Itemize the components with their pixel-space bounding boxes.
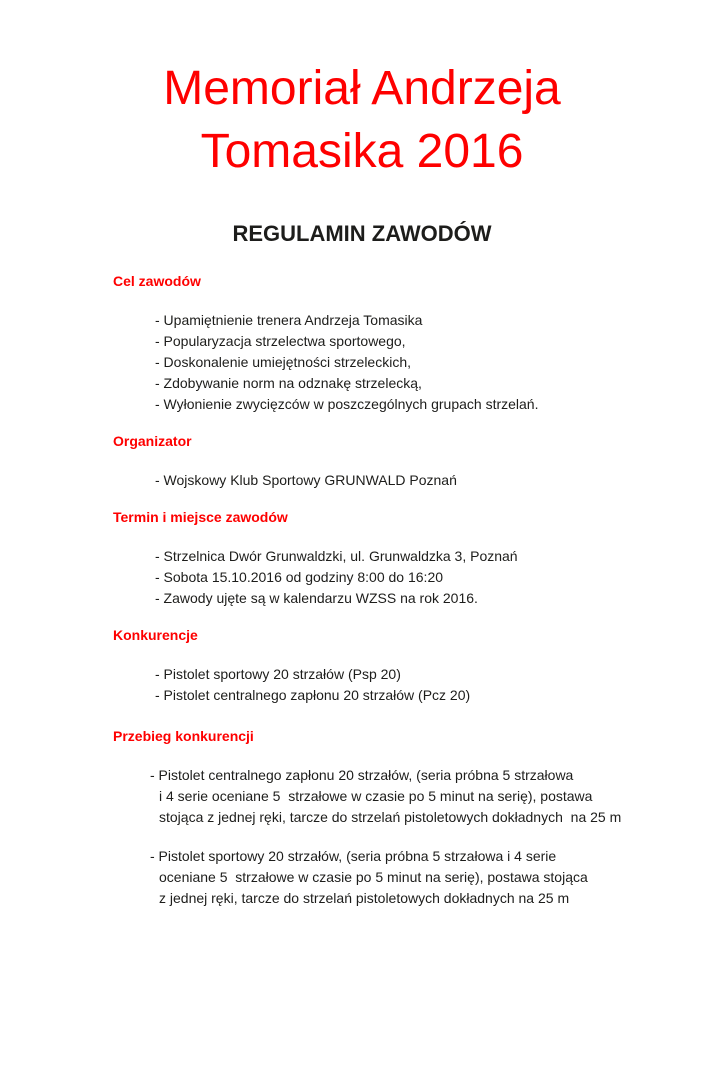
list-item: - Pistolet sportowy 20 strzałów (Psp 20)	[155, 666, 401, 682]
paragraph-line: i 4 serie oceniane 5 strzałowe w czasie po 5 minut na serię), postawa	[159, 788, 593, 804]
paragraph-line: oceniane 5 strzałowe w czasie po 5 minut na serię), postawa stojąca	[159, 869, 588, 885]
document-title	[0, 57, 724, 183]
section-paragraphs-przebieg	[150, 765, 664, 909]
section-heading-termin-i-miejsce: Termin i miejsce zawodów	[113, 509, 288, 525]
paragraph-line: stojąca z jednej ręki, tarcze do strzelań pistoletowych dokładnych na 25 m	[159, 809, 622, 825]
section-organizator	[113, 431, 664, 491]
section-termin-i-miejsce	[113, 507, 664, 609]
section-list-konkurencje	[155, 664, 664, 706]
section-heading-organizator: Organizator	[113, 433, 192, 449]
paragraph-pistolet-sportowy	[150, 846, 664, 909]
paragraph-line: - Pistolet centralnego zapłonu 20 strzałów, (seria próbna 5 strzałowa	[150, 767, 574, 783]
document-subtitle: REGULAMIN ZAWODÓW	[232, 221, 492, 246]
section-list-termin-i-miejsce	[155, 546, 664, 609]
section-heading-cel-zawodow: Cel zawodów	[113, 273, 201, 289]
list-item: - Strzelnica Dwór Grunwaldzki, ul. Grunwaldzka 3, Poznań	[155, 548, 518, 564]
document-title-line2: Tomasika 2016	[200, 125, 524, 178]
document-page	[0, 57, 724, 1081]
list-item: - Wojskowy Klub Sportowy GRUNWALD Poznań	[155, 472, 457, 488]
list-item: - Pistolet centralnego zapłonu 20 strzałów (Pcz 20)	[155, 687, 471, 703]
section-heading-konkurencje: Konkurencje	[113, 627, 198, 643]
section-list-cel-zawodow	[155, 310, 664, 415]
list-item: - Zawody ujęte są w kalendarzu WZSS na rok 2016.	[155, 590, 478, 606]
list-item: - Zdobywanie norm na odznakę strzelecką,	[155, 375, 422, 391]
paragraph-pistolet-centralnego	[150, 765, 664, 828]
paragraph-line: z jednej ręki, tarcze do strzelań pistoletowych dokładnych na 25 m	[159, 890, 570, 906]
document-body	[113, 271, 664, 909]
paragraph-line: - Pistolet sportowy 20 strzałów, (seria próbna 5 strzałowa i 4 serie	[150, 848, 557, 864]
list-item: - Wyłonienie zwycięzców w poszczególnych grupach strzelań.	[155, 396, 539, 412]
section-list-organizator	[155, 470, 664, 491]
list-item: - Popularyzacja strzelectwa sportowego,	[155, 333, 406, 349]
section-przebieg-konkurencji	[113, 726, 664, 909]
section-heading-przebieg-konkurencji: Przebieg konkurencji	[113, 728, 254, 744]
list-item: - Sobota 15.10.2016 od godziny 8:00 do 16:20	[155, 569, 444, 585]
list-item: - Upamiętnienie trenera Andrzeja Tomasika	[155, 312, 423, 328]
list-item: - Doskonalenie umiejętności strzeleckich,	[155, 354, 411, 370]
section-cel-zawodow	[113, 271, 664, 415]
document-title-line1: Memoriał Andrzeja	[163, 62, 561, 115]
section-konkurencje	[113, 625, 664, 706]
